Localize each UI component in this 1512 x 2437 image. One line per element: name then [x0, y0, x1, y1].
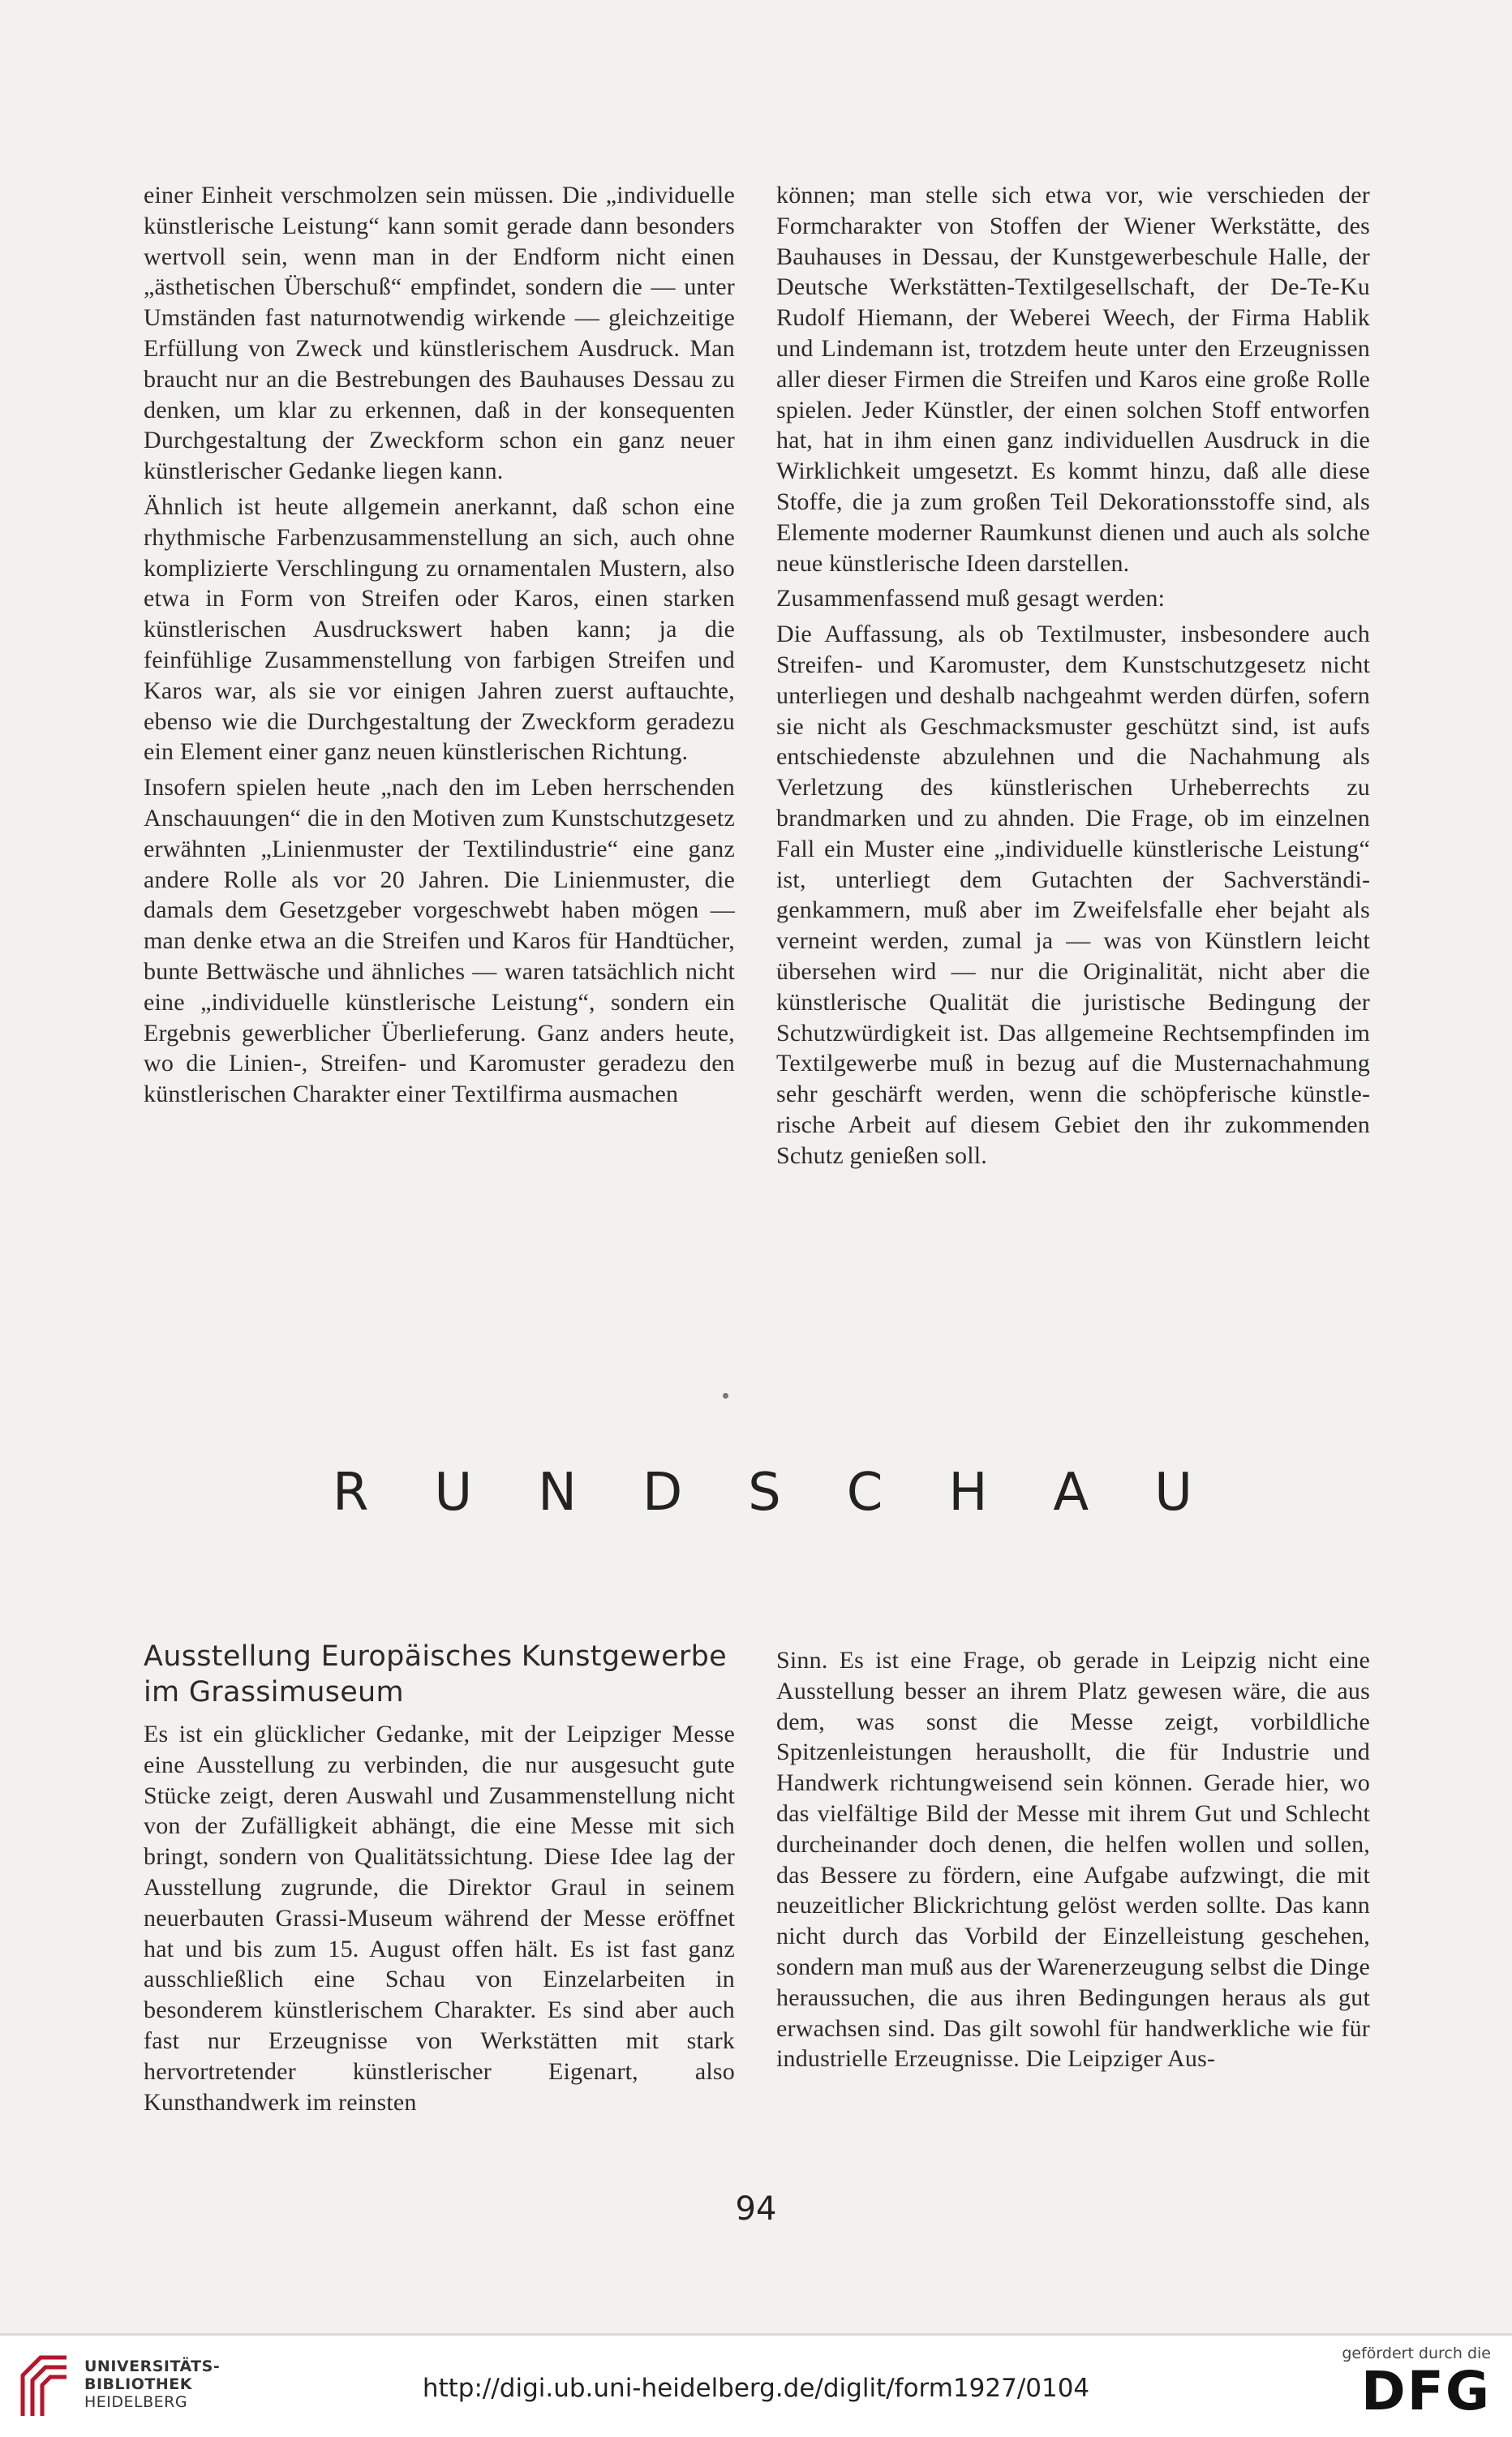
page-number: 94: [735, 2190, 777, 2228]
section-title-letter: S: [748, 1463, 781, 1523]
permalink-url[interactable]: http://digi.ub.uni-heidelberg.de/diglit/form1927/0104: [422, 2374, 1090, 2403]
section-title-letter: U: [434, 1463, 473, 1523]
section-title-letter: R: [333, 1463, 369, 1523]
paragraph: Insofern spielen heute „nach den im Leben herrschenden Anschauungen“ die in den Motiven zum Kunstschutzgesetz erwähnten „Linienmuster der Textilindustrie“ eine ganz andere Rolle als vor 20 Jahren. Die Linienmuster, die damals dem Gesetzgeber vorgeschwebt haben mögen — man denke etwa an die Streifen und Karos für Handtücher, bunte Bettwäsche und ähnliches — waren tatsächlich nicht eine „individuelle künstlerische Leistung“, sondern ein Ergebnis gewerblicher Überlieferung. Ganz anders heute, wo die Linien-, Streifen- und Karomuster geradezu den künstlerischen Charakter einer Textilfirma ausmachen: [144, 774, 735, 1108]
section-title-letter: A: [1053, 1463, 1089, 1523]
paragraph: einer Einheit verschmolzen sein müssen. Die „individuelle künstlerische Leistung“ kann somit gerade dann besonders wertvoll sein, wenn man in der Endform nicht einen „ästhetischen Überschuß“ empfindet, sondern die — unter Umständen fast naturnotwendig wirkende — gleichzeitige Erfüllung von Zweck und künstlerischem Ausdruck. Man braucht nur an die Bestrebungen des Bauhauses Dessau zu denken, um klar zu erkennen, daß in der konsequenten Durchgestaltung der Zweckform schon ein ganz neuer künstlerischer Gedanke liegen kann.: [144, 182, 735, 485]
paragraph: Ähnlich ist heute allgemein anerkannt, daß schon eine rhythmische Farbenzusammenstellung an sich, auch ohne komplizierte Verschlingung zu ornamentalen Mustern, also etwa in Form von Streifen oder Karos, einen starken künstlerischen Ausdruckswert haben kann; ja die feinfühlige Zusammenstellung von farbigen Streifen und Karos war, als sie vor einigen Jahren zuerst auftauchte, ebenso wie die Durchgestaltung der Zweckform geradezu ein Element einer ganz neuen künstlerischen Richtung.: [144, 492, 735, 766]
section-title-letter: N: [538, 1463, 578, 1523]
paragraph: Sinn. Es ist eine Frage, ob gerade in Leipzig nicht eine Ausstellung besser an ihrem Platz gewesen wäre, die aus dem, was sonst die Messe zeigt, vorbildliche Spitzenleistungen heraushollt, die für Industrie und Handwerk richtungweisend sein können. Gerade hier, wo das vielfältige Bild der Messe mit ihrem Gut und Schlecht durcheinander doch denen, die helfen wollen und sollen, das Bessere zu fördern, eine Aufgabe aufzwingt, die mit neuzeitlicher Blickrichtung gelöst werden sollte. Das kann nicht durch das Vorbild der Einzelleistung geschehen, sondern man muß aus der Warenerzeugung selbst die Dinge heraussuchen, die aus ihren Bedingungen heraus als gut erwachsen sind. Das gilt sowohl für handwerkliche wie für industrielle Erzeugnisse. Die Leipziger Aus-: [776, 1647, 1370, 2073]
text-column-1: [144, 180, 735, 1110]
digitization-footer: [0, 2333, 1512, 2437]
article-heading: Ausstellung Europäisches Kunstgewerbe im Grassimuseum: [144, 1640, 727, 1708]
dfg-logo: DFG: [1360, 2360, 1491, 2422]
paragraph: können; man stelle sich etwa vor, wie verschieden der Formcharakter von Stoffen der Wiener Werkstätte, des Bauhauses in Dessau, der Kunstgewerbeschule Halle, der Deutsche Werkstätten-Textilgesellschaft, der De-Te-Ku Rudolf Hiemann, der Weberei Weech, der Firma Hablik und Lindemann ist, trotzdem heute unter den Erzeugnissen aller dieser Firmen die Streifen und Karos eine große Rolle spielen. Jeder Künstler, der einen solchen Stoff entworfen hat, hat in ihm einen ganz individuellen Ausdruck in die Wirklichkeit umgesetzt. Es kommt hinzu, daß alle diese Stoffe, die ja zum großen Teil Dekorationsstoffe sind, als Elemente moderner Raumkunst dienen und auch als solche neue künstlerische Ideen darstellen.: [776, 182, 1370, 577]
library-name-line: BIBLIOTHEK: [84, 2375, 192, 2393]
ink-dot: [723, 1393, 728, 1399]
footer-divider: [0, 2333, 1512, 2336]
paragraph: Es ist ein glücklicher Gedanke, mit der Leipziger Messe eine Ausstellung zu verbinden, die nur ausgesucht gute Stücke zeigt, deren Auswahl und Zusammenstellung nicht von der Zufälligkeit abhängt, die eine Messe mit sich bringt, sondern von Qualitätssichtung. Diese Idee lag der Ausstellung zugrunde, die Direktor Graul in seinem neuerbauten Grassi-Museum während der Messe eröffnet hat und bis zum 15. August offen hält. Es ist fast ganz ausschließlich eine Schau von Einzelarbeiten in besonderem künstlerischem Charakter. Es sind aber auch fast nur Erzeugnisse von Werkstätten mit stark hervortretender künstlerischer Eigenart, also Kunsthandwerk im reinsten: [144, 1721, 735, 2116]
section-title-letter: U: [1154, 1463, 1192, 1523]
text-column-4: [776, 1645, 1370, 2074]
paragraph: Zusammenfassend muß gesagt werden:: [776, 585, 1166, 612]
text-column-2: [776, 180, 1370, 1171]
funder-note: gefördert durch die: [1342, 2345, 1491, 2362]
funder-block: [1321, 2345, 1491, 2421]
library-name-line: HEIDELBERG: [84, 2393, 188, 2411]
section-title-letter: C: [846, 1463, 883, 1523]
section-title-letter: H: [948, 1463, 988, 1523]
section-title-letter: D: [642, 1463, 683, 1523]
section-title-rundschau: [333, 1456, 1192, 1529]
paragraph: Die Auffassung, als ob Textilmuster, insbesondere auch Streifen- und Karomuster, dem Kunstschutzgesetz nicht unterliegen und deshalb nachgeahmt werden dürfen, sofern sie nicht als Geschmacksmuster geschützt sind, ist aufs entschiedenste abzulehnen und die Nachahmung als Verletzung des künstlerischen Urheberrechts zu brandmarken und zu ahnden. Die Frage, ob im einzelnen Fall ein Muster eine „individuelle künstlerische Leistung“ ist, unterliegt dem Gutachten der Sachverständigenkammern, muß aber im Zweifelsfalle eher bejaht als verneint werden, zumal ja — was von Künstlern leicht übersehen wird — nur die Originalität, nicht aber die künstlerische Qualität die juristische Bedingung der Schutzwürdigkeit ist. Das allgemeine Rechtsempfinden im Textilgewerbe muß in bezug auf die Musternachahmung sehr geschärft werden, wenn die schöpferische künstlerische Arbeit auf diesem Gebiet den ihr zukommenden Schutz genießen soll.: [776, 621, 1370, 1169]
library-name-line: UNIVERSITÄTS-: [84, 2357, 221, 2375]
text-column-3: [144, 1719, 735, 2117]
